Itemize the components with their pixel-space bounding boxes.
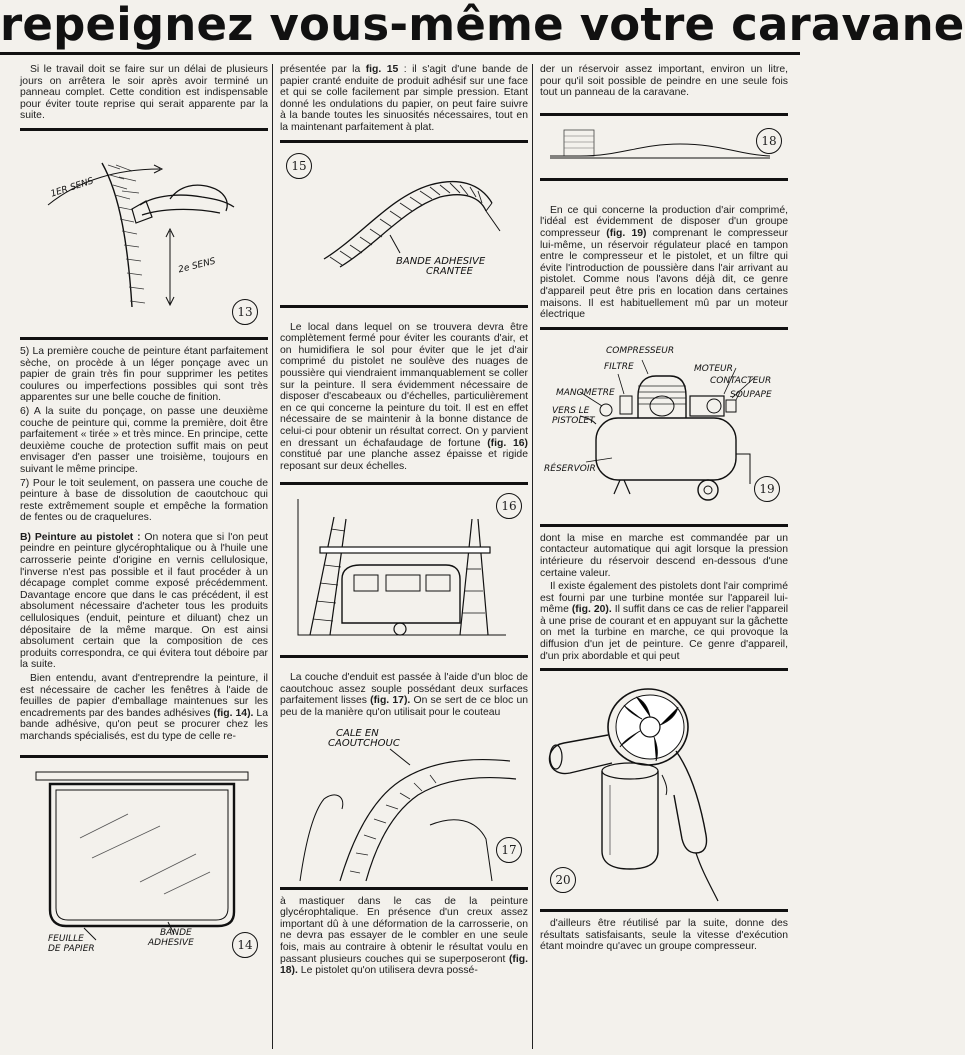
figure-number: 17 — [496, 837, 522, 863]
column-divider-1 — [272, 64, 273, 1049]
title-rule — [0, 52, 800, 55]
paragraph: présentée par la fig. 15 : il s'agit d'une bande de papier cranté enduite de produit adhésif sur une face et qui se colle facilement par simple pression. Etant donné les ondulations du papier, on peut faire suivre à la bande toutes les sinuosités nécessaires, tout en la maintenant parfaitement à plat. — [280, 64, 528, 133]
figure-rule — [540, 524, 788, 527]
figure-17 — [280, 721, 528, 881]
column-2 — [280, 64, 528, 979]
figure-13 — [20, 135, 268, 331]
figure-rule — [540, 909, 788, 912]
label-pressure-gauge: MANOMETRE — [556, 387, 615, 398]
paragraph: dont la mise en marche est commandée par un contacteur automatique qui agit lorsque la pression intérieure du réservoir descend en-dessous d'une certaine valeur. — [540, 532, 788, 579]
figure-rule — [20, 128, 268, 131]
figure-reference: (fig. 17). — [370, 695, 411, 707]
figure-reference: (fig. 20). — [571, 604, 612, 616]
paragraph: B) Peinture au pistolet : On notera que si l'on peut peindre en peinture glycérophtalique ou à l'huile une carrosserie peinte d'origine en vernis cellulosique, l'inverse n'est pas possible et il faut procéder à un décapage complet comme exposé précédemment. Davantage encore que dans le cas précédent, il est absolument nécessaire d'acheter tous les produits cellulosiques (enduit, peinture et diluant) chez un dépositaire de la même marque. On est ainsi absolument certain que la composition de ces produits correspondra, ce qui évitera tout déboire par la suite. — [20, 531, 268, 671]
figure-rule — [540, 178, 788, 181]
label-filter: FILTRE — [604, 361, 634, 372]
figure-number: 19 — [754, 476, 780, 502]
paragraph: 7) Pour le toit seulement, on passera une couche de peinture à base de dissolution de caoutchouc qui reste extrêmement souple et empêche la formation de fentes ou de craquelures. — [20, 477, 268, 524]
label-motor: MOTEUR — [694, 363, 733, 374]
figure-reference: (fig. 16) — [487, 437, 528, 449]
figure-rule — [280, 887, 528, 890]
label-second-direction: 2e SENS — [177, 256, 217, 276]
section-heading: B) Peinture au pistolet : — [20, 531, 141, 543]
figure-rule — [20, 337, 268, 340]
label-reservoir: RÉSERVOIR — [544, 463, 596, 474]
paragraph: à mastiquer dans le cas de la peinture glycérophtalique. En présence d'un creux assez important dû à une déformation de la carrosserie, on ne devra pas essayer de le combler en une seule fois, mais au contraire à obtenir le résultat voulu en passant plusieurs couches qui se superposeront (fig. 18). Le pistolet qu'on utilisera devra possé- — [280, 895, 528, 977]
figure-16-drawing — [280, 489, 528, 649]
label-contactor: CONTACTEUR — [710, 375, 772, 386]
paragraph: Si le travail doit se faire sur un délai de plusieurs jours on arrêtera le soir après avoir terminé un panneau complet. Cette condition est indispensable pour éviter toute reprise qui serait apparente par la suite. — [20, 64, 268, 122]
paragraph: 6) A la suite du ponçage, on passe une deuxième couche de peinture qui, comme la première, doit être parfaitement « tirée » et très mince. En principe, cette deuxième couche de protection suffit mais on peut envisager d'en passer une troisième, toujours en suivant le même principe. — [20, 405, 268, 475]
figure-14-drawing — [20, 762, 268, 958]
figure-rule — [540, 113, 788, 116]
figure-14 — [20, 762, 268, 958]
figure-number: 15 — [286, 153, 312, 179]
label-valve: SOUPAPE — [730, 389, 772, 400]
figure-number: 14 — [232, 932, 258, 958]
column-divider-2 — [532, 64, 533, 1049]
paragraph: La couche d'enduit est passée à l'aide d'un bloc de caoutchouc assez souple possédant deux surfaces parfaitement lisses (fig. 17). On se sert de ce bloc un peu de la manière qu'on utilisait pour le couteau — [280, 672, 528, 719]
label-rubber-block: CALE EN CAOUTCHOUC — [328, 727, 400, 749]
label-to-spray-gun: VERS LE PISTOLET — [552, 405, 595, 426]
figure-number: 16 — [496, 493, 522, 519]
paragraph: der un réservoir assez important, environ un litre, pour qu'il soit possible de peindre en une seule fois tout un panneau de la caravane. — [540, 64, 788, 99]
figure-18 — [540, 120, 788, 172]
figure-rule — [280, 482, 528, 485]
label-crenellated-tape: BANDE ADHESIVE CRANTEE — [396, 255, 486, 277]
paragraph: 5) La première couche de peinture étant parfaitement sèche, on procède à un léger ponçage avec un papier de grain très fin pour supprimer les petites coulures ou imperfections possibles qui sont très apparentes sur une belle couche de finition. — [20, 345, 268, 404]
figure-18-drawing — [540, 120, 788, 172]
figure-rule — [280, 655, 528, 658]
label-compressor: COMPRESSEUR — [606, 345, 675, 356]
figure-20 — [540, 675, 788, 903]
figure-rule — [280, 140, 528, 143]
column-3 — [540, 64, 788, 955]
figure-15 — [280, 147, 528, 299]
paragraph: En ce qui concerne la production d'air comprimé, l'idéal est évidemment de disposer d'un groupe compresseur (fig. 19) comprenant le compresseur lui-même, un réservoir régulateur placé en tampon entre le compresseur et le pistolet, et un filtre qui évite l'introduction de poussière dans l'air arrivant au pistolet. Comme nous l'avons déjà dit, ce genre d'appareil peut être pris en location dans certaines maisons. Il est habituellement mû par un moteur électrique — [540, 204, 788, 321]
figure-20-drawing — [540, 675, 788, 903]
figure-rule — [540, 668, 788, 671]
figure-13-drawing — [20, 135, 268, 331]
figure-19 — [540, 334, 788, 518]
paragraph: Il existe également des pistolets dont l'air comprimé est fourni par une turbine montée sur l'appareil lui-même (fig. 20). Il suffit dans ce cas de relier l'appareil à une prise de courant et en appuyant sur la gâchette on met la turbine en marche, ce qui provoque la diffusion d'un jet de peinture. Ce genre d'appareil, d'un prix abordable et qui peut — [540, 581, 789, 662]
figure-reference: (fig. 18). — [280, 953, 528, 977]
column-1 — [20, 64, 268, 958]
figure-number: 13 — [232, 299, 258, 325]
label-adhesive-tape: BANDE ADHESIVE — [148, 927, 194, 948]
figure-rule — [540, 327, 788, 330]
page-title: repeignez vous-même votre caravane — [0, 0, 965, 51]
label-first-direction: 1ER SENS — [49, 176, 95, 200]
figure-19-drawing — [540, 334, 788, 518]
paragraph: Le local dans lequel on se trouvera devra être complètement fermé pour éviter les courants d'air, et on humidifiera le sol pour éviter que le jet d'air comprimé du pistolet ne soulève des nuages de poussière qui viendraient immanquablement se coller sur la peinture. Il sera évidemment nécessaire de disposer d'escabeaux ou d'échelles, particulièrement en ce qui concerne la peinture du toit. Il est en effet nécessaire de se maintenir à la bonne distance de celui-ci pour obtenir un résultat correct. On y parvient en dressant un échafaudage de fortune (fig. 16) constitué par une planche assez épaisse et rigide reposant sur deux échelles. — [280, 321, 528, 472]
label-paper-sheet: FEUILLE DE PAPIER — [48, 933, 95, 954]
figure-rule — [280, 305, 528, 308]
figure-reference: fig. 15 — [365, 64, 399, 75]
figure-16 — [280, 489, 528, 649]
paragraph: d'ailleurs être réutilisé par la suite, donne des résultats satisfaisants, seule la vitesse d'exécution étant moindre qu'avec un groupe compresseur. — [540, 918, 788, 953]
figure-number: 18 — [756, 128, 782, 154]
figure-number: 20 — [550, 867, 576, 893]
figure-reference: (fig. 19) — [606, 227, 647, 239]
figure-17-drawing — [280, 721, 528, 881]
figure-rule — [20, 755, 268, 758]
figure-reference: (fig. 14). — [213, 707, 254, 719]
paragraph: Bien entendu, avant d'entreprendre la peinture, il est nécessaire de cacher les fenêtres à l'aide de feuilles de papier d'emballage maintenues sur les encadrements par des bandes adhésives (fig. 14). La bande adhésive, qu'on peut se procurer chez les marchands spécialisés, est du type de celle re- — [20, 673, 268, 742]
